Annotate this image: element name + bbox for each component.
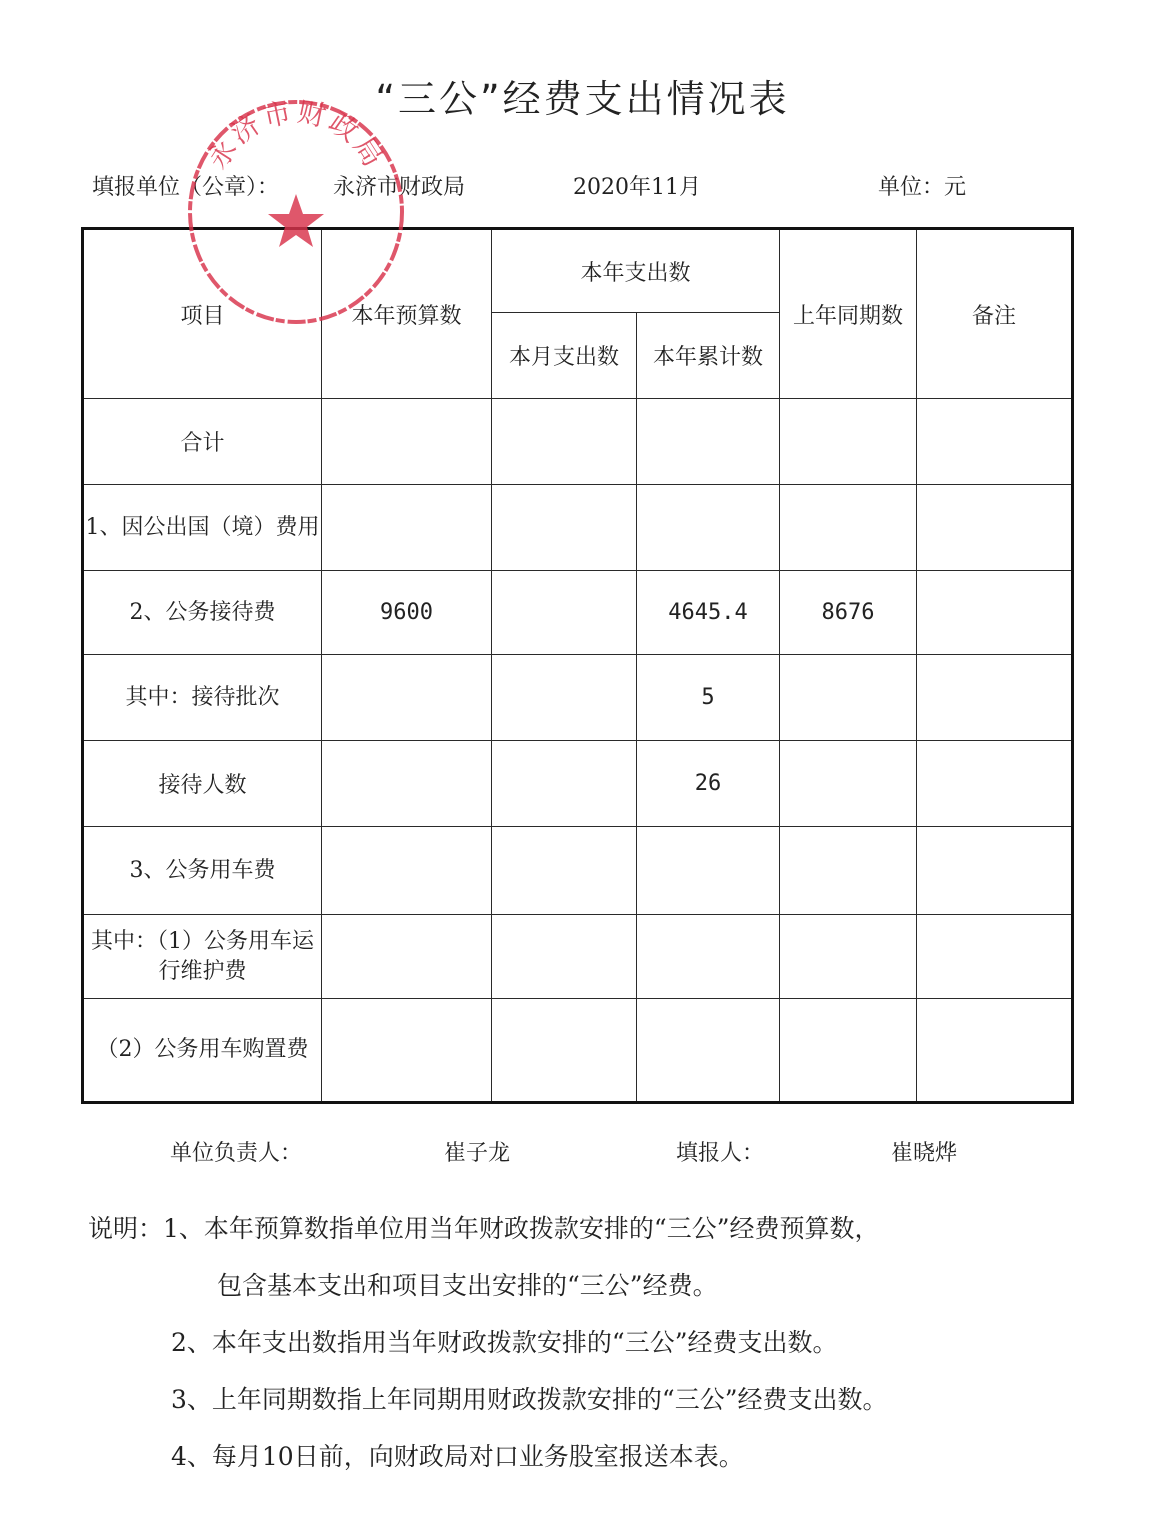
row-remark xyxy=(917,915,1073,999)
leader-name: 崔子龙 xyxy=(444,1141,511,1166)
row-budget xyxy=(322,485,492,571)
row-ytd xyxy=(637,485,780,571)
notes-section xyxy=(88,1200,887,1485)
row-ytd xyxy=(637,827,780,915)
note-line xyxy=(88,1371,887,1428)
row-item: 3、公务用车费 xyxy=(83,827,322,915)
official-seal xyxy=(184,96,408,328)
note-text: 1、本年预算数指单位用当年财政拨款安排的“三公”经费预算数， xyxy=(163,1214,880,1243)
row-month xyxy=(492,915,637,999)
note-text: 3、上年同期数指上年同期用财政拨款安排的“三公”经费支出数。 xyxy=(171,1385,888,1414)
note-line xyxy=(88,1200,887,1257)
row-ytd xyxy=(637,999,780,1103)
row-ytd xyxy=(637,399,780,485)
header-budget: 本年预算数 xyxy=(322,229,492,399)
unit-label: 填报单位（公章）： xyxy=(92,175,280,200)
header-spent-group: 本年支出数 xyxy=(492,229,780,313)
seal-text: 永济市财政局 xyxy=(200,96,392,175)
note-line xyxy=(88,1257,887,1314)
report-date: 2020年11月 xyxy=(573,175,701,200)
row-remark xyxy=(917,571,1073,655)
form-title: “三公”经费支出情况表 xyxy=(375,77,790,121)
row-item: （2）公务用车购置费 xyxy=(83,999,322,1103)
table-row xyxy=(83,485,1073,571)
row-ytd xyxy=(637,915,780,999)
note-line xyxy=(88,1314,887,1371)
row-item: 合计 xyxy=(83,399,322,485)
row-prev xyxy=(780,485,917,571)
header-prev-year: 上年同期数 xyxy=(780,229,917,399)
row-budget xyxy=(322,399,492,485)
row-month xyxy=(492,571,637,655)
table-row xyxy=(83,399,1073,485)
unit-name: 永济市财政局 xyxy=(333,175,466,200)
note-text: 4、每月10日前，向财政局对口业务股室报送本表。 xyxy=(171,1442,744,1471)
header-remark: 备注 xyxy=(917,229,1073,399)
row-prev xyxy=(780,827,917,915)
filler-label: 填报人： xyxy=(676,1141,765,1166)
currency-unit: 单位：元 xyxy=(878,175,967,200)
header-item: 项目 xyxy=(83,229,322,399)
table-row xyxy=(83,741,1073,827)
row-remark xyxy=(917,999,1073,1103)
note-text: 2、本年支出数指用当年财政拨款安排的“三公”经费支出数。 xyxy=(171,1328,838,1357)
row-budget xyxy=(322,999,492,1103)
row-budget xyxy=(322,827,492,915)
filler-name: 崔晓烨 xyxy=(891,1141,958,1166)
header-month: 本月支出数 xyxy=(492,313,637,399)
row-ytd: 4645.4 xyxy=(637,571,780,655)
row-prev xyxy=(780,741,917,827)
row-month xyxy=(492,399,637,485)
row-month xyxy=(492,741,637,827)
row-ytd: 5 xyxy=(637,655,780,741)
table-row xyxy=(83,655,1073,741)
leader-label: 单位负责人： xyxy=(170,1141,303,1166)
row-item: 2、公务接待费 xyxy=(83,571,322,655)
row-month xyxy=(492,827,637,915)
row-remark xyxy=(917,655,1073,741)
svg-text:永济市财政局 xyxy=(201,96,392,175)
row-remark xyxy=(917,485,1073,571)
row-item: 其中：接待批次 xyxy=(83,655,322,741)
row-prev xyxy=(780,915,917,999)
row-budget: 9600 xyxy=(322,571,492,655)
row-remark xyxy=(917,741,1073,827)
row-month xyxy=(492,485,637,571)
expense-table xyxy=(81,227,1074,1104)
row-budget xyxy=(322,741,492,827)
row-prev xyxy=(780,399,917,485)
row-prev xyxy=(780,999,917,1103)
row-month xyxy=(492,655,637,741)
note-line xyxy=(88,1428,887,1485)
note-text: 包含基本支出和项目支出安排的“三公”经费。 xyxy=(217,1271,718,1300)
row-remark xyxy=(917,827,1073,915)
header-ytd: 本年累计数 xyxy=(637,313,780,399)
table-row xyxy=(83,827,1073,915)
row-item: 1、因公出国（境）费用 xyxy=(83,485,322,571)
row-prev: 8676 xyxy=(780,571,917,655)
row-month xyxy=(492,999,637,1103)
row-budget xyxy=(322,915,492,999)
row-ytd: 26 xyxy=(637,741,780,827)
notes-prefix: 说明： xyxy=(88,1214,164,1243)
row-prev xyxy=(780,655,917,741)
table-row xyxy=(83,571,1073,655)
table-row xyxy=(83,999,1073,1103)
row-item: 其中：（1）公务用车运行维护费 xyxy=(83,915,322,999)
row-budget xyxy=(322,655,492,741)
row-remark xyxy=(917,399,1073,485)
table-row xyxy=(83,915,1073,999)
row-item: 接待人数 xyxy=(83,741,322,827)
